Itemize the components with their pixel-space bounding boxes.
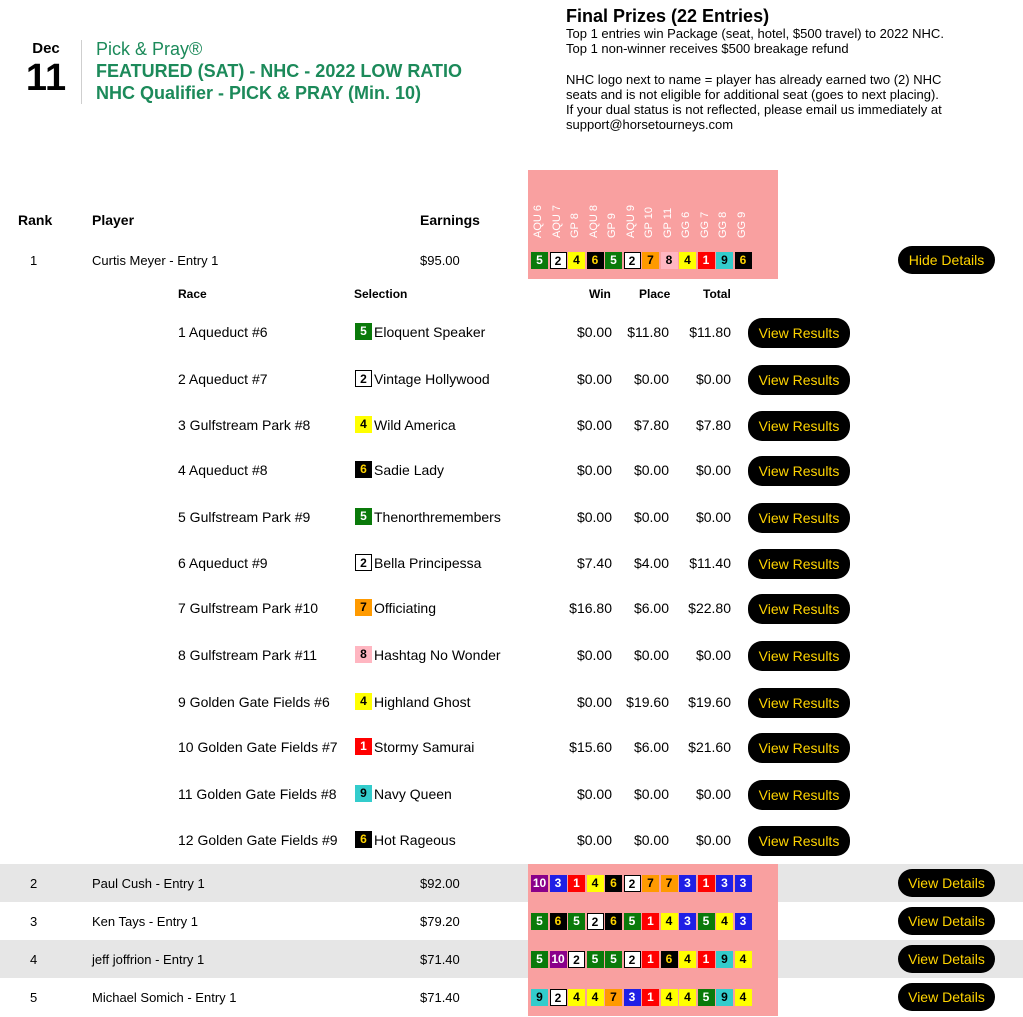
saddlecloth-number: 4	[355, 416, 372, 433]
earnings-value: $79.20	[420, 914, 460, 929]
race-label-text: AQU 8	[587, 204, 600, 238]
total-amount: $0.00	[695, 509, 731, 525]
place-amount: $0.00	[633, 509, 669, 525]
view-details-button[interactable]: View Details	[898, 907, 995, 935]
pick-chip: 1	[698, 951, 715, 968]
detail-selection	[355, 461, 444, 478]
detail-selection	[355, 370, 490, 387]
place-amount: $4.00	[633, 555, 669, 571]
pick-chip: 10	[532, 875, 547, 890]
view-details-button[interactable]: View Details	[898, 983, 995, 1011]
view-results-button[interactable]: View Results	[748, 318, 850, 348]
race-label-text: GP 8	[569, 213, 581, 238]
detail-selection	[355, 554, 481, 571]
race-column-label	[531, 174, 550, 242]
saddlecloth-number: 5	[355, 508, 372, 525]
race-column-label	[568, 174, 587, 242]
detail-row	[0, 780, 1023, 810]
pick-chip: 4	[568, 252, 585, 269]
pick-chip: 4	[587, 989, 604, 1006]
rank-value: 1	[30, 253, 38, 268]
horse-name: Sadie Lady	[374, 461, 445, 478]
total-amount: $0.00	[695, 832, 731, 848]
pick-chip: 4	[661, 989, 678, 1006]
detail-race: 8 Gulfstream Park #11	[178, 647, 318, 663]
detail-row	[0, 456, 1023, 486]
horse-name: Stormy Samurai	[374, 738, 475, 755]
detail-row	[0, 365, 1023, 395]
pick-chip: 2	[624, 252, 641, 269]
place-amount: $19.60	[626, 694, 669, 710]
detail-selection	[355, 738, 474, 755]
view-results-button[interactable]: View Results	[748, 688, 850, 718]
detail-selection	[355, 416, 456, 433]
pick-chip: 3	[550, 875, 567, 892]
race-label-text: GG 8	[717, 211, 729, 238]
horse-name: Hot Rageous	[374, 831, 456, 848]
race-label-text: AQU 9	[624, 204, 637, 238]
leaderboard-row	[0, 978, 1023, 1016]
win-amount: $7.40	[576, 555, 612, 571]
pick-chip: 10	[551, 951, 565, 966]
pick-chip: 6	[661, 951, 678, 968]
pick-chip: 6	[735, 252, 752, 269]
player-name[interactable]: Michael Somich - Entry 1	[92, 990, 237, 1005]
detail-race: 1 Aqueduct #6	[178, 324, 268, 340]
earnings-value: $95.00	[420, 253, 460, 268]
pick-chip: 2	[568, 951, 585, 968]
pick-chip: 9	[716, 951, 733, 968]
detail-win-header: Win	[589, 287, 611, 301]
race-label-text: AQU 6	[532, 204, 544, 238]
pick-chip: 4	[735, 989, 752, 1006]
pick-chip: 1	[642, 913, 659, 930]
detail-selection	[355, 646, 501, 663]
race-label-text: GP 11	[661, 207, 674, 238]
win-amount: $0.00	[576, 371, 612, 387]
pick-chip: 5	[624, 913, 641, 930]
leaderboard-row	[0, 902, 1023, 940]
detail-race: 5 Gulfstream Park #9	[178, 509, 311, 525]
race-column-label	[550, 174, 569, 242]
detail-race: 2 Aqueduct #7	[178, 371, 268, 387]
prizes-title: Final Prizes (22 Entries)	[566, 6, 770, 26]
detail-row	[0, 503, 1023, 533]
detail-row	[0, 318, 1023, 348]
pick-chip: 3	[679, 875, 696, 892]
event-month: Dec	[32, 40, 60, 57]
place-amount: $6.00	[633, 600, 669, 616]
total-amount: $21.60	[688, 739, 731, 755]
win-amount: $0.00	[576, 647, 612, 663]
pick-chip: 2	[624, 875, 641, 892]
picks-strip	[528, 864, 778, 902]
race-label-text: GG 7	[698, 211, 711, 238]
rank-value: 5	[30, 990, 38, 1005]
pick-chip: 3	[735, 913, 752, 930]
pick-chip: 1	[698, 875, 715, 892]
pick-chip: 2	[550, 252, 567, 269]
detail-race: 4 Aqueduct #8	[178, 462, 268, 478]
win-amount: $0.00	[576, 324, 612, 340]
horse-name: Hashtag No Wonder	[374, 646, 501, 663]
view-results-button[interactable]: View Results	[748, 365, 850, 395]
race-column-label	[661, 174, 680, 242]
pick-chip: 4	[587, 875, 604, 892]
saddlecloth-number: 7	[355, 599, 372, 616]
horse-name: Officiating	[374, 599, 436, 616]
player-header: Player	[92, 212, 135, 228]
earnings-value: $71.40	[420, 990, 460, 1005]
detail-race: 9 Golden Gate Fields #6	[178, 694, 330, 710]
player-name[interactable]: Curtis Meyer - Entry 1	[92, 253, 219, 268]
total-amount: $7.80	[695, 417, 731, 433]
horse-name: Wild America	[374, 416, 456, 433]
saddlecloth-number: 2	[355, 370, 372, 387]
horse-name: Navy Queen	[374, 785, 452, 802]
race-column-label	[698, 174, 717, 242]
place-amount: $0.00	[633, 371, 669, 387]
earnings-header: Earnings	[420, 212, 480, 228]
detail-race: 6 Aqueduct #9	[178, 555, 268, 571]
place-amount: $0.00	[633, 786, 669, 802]
pick-chip: 4	[661, 913, 678, 930]
place-amount: $0.00	[633, 832, 669, 848]
detail-row	[0, 688, 1023, 718]
pick-chip: 9	[716, 989, 733, 1006]
pick-chip: 5	[605, 252, 622, 269]
detail-selection	[355, 831, 456, 848]
pick-chip: 6	[605, 913, 622, 930]
detail-row	[0, 594, 1023, 624]
race-columns-header	[528, 170, 778, 242]
saddlecloth-number: 6	[355, 461, 372, 478]
detail-selection	[355, 693, 471, 710]
detail-total-header: Total	[703, 287, 731, 301]
title-line-1: FEATURED (SAT) - NHC - 2022 LOW RATIO	[96, 61, 462, 81]
place-amount: $7.80	[633, 417, 669, 433]
header-divider	[81, 40, 82, 104]
total-amount: $0.00	[695, 786, 731, 802]
view-results-button[interactable]: View Results	[748, 594, 850, 624]
player-name[interactable]: Ken Tays - Entry 1	[92, 914, 198, 929]
win-amount: $0.00	[576, 832, 612, 848]
saddlecloth-number: 4	[355, 693, 372, 710]
player-name[interactable]: jeff joffrion - Entry 1	[92, 952, 205, 967]
pick-chip: 5	[698, 989, 715, 1006]
detail-row	[0, 641, 1023, 671]
view-results-button[interactable]: View Results	[748, 780, 850, 810]
detail-row	[0, 411, 1023, 441]
pick-chip: 4	[716, 913, 733, 930]
prizes-line: Top 1 non-winner receives $500 breakage refund	[566, 41, 849, 56]
pick-chip: 4	[568, 989, 585, 1006]
pick-chip: 4	[679, 252, 696, 269]
detail-row	[0, 733, 1023, 763]
win-amount: $16.80	[569, 600, 612, 616]
total-amount: $19.60	[688, 694, 731, 710]
pick-chip: 3	[679, 913, 696, 930]
leaderboard-row	[0, 864, 1023, 902]
pick-chip: 1	[642, 951, 659, 968]
race-column-label	[587, 174, 606, 242]
pick-chip: 4	[679, 989, 696, 1006]
support-email: support@horsetourneys.com	[566, 117, 734, 132]
horse-name: Vintage Hollywood	[374, 370, 490, 387]
race-column-label	[716, 174, 735, 242]
view-results-button[interactable]: View Results	[748, 456, 850, 486]
leaderboard-row	[0, 940, 1023, 978]
pick-chip: 5	[531, 951, 548, 968]
pick-chip: 2	[624, 951, 641, 968]
detail-race-header: Race	[178, 287, 207, 301]
race-column-label	[679, 174, 698, 242]
pick-chip: 6	[587, 252, 604, 269]
race-label-text: GP 9	[606, 213, 618, 238]
pick-chip: 5	[568, 913, 585, 930]
pick-chip: 5	[605, 951, 622, 968]
pick-chip: 7	[642, 875, 659, 892]
prizes-line: NHC logo next to name = player has already earned two (2) NHC	[566, 72, 942, 87]
detail-selection	[355, 323, 485, 340]
total-amount: $11.40	[689, 555, 731, 571]
win-amount: $0.00	[576, 509, 612, 525]
rank-header: Rank	[18, 212, 53, 228]
win-amount: $0.00	[576, 786, 612, 802]
detail-place-header: Place	[639, 287, 671, 301]
detail-row	[0, 549, 1023, 579]
detail-race: 3 Gulfstream Park #8	[178, 417, 311, 433]
prizes-line: Top 1 entries win Package (seat, hotel, $500 travel) to 2022 NHC.	[566, 26, 944, 41]
race-column-label	[605, 174, 624, 242]
saddlecloth-number: 1	[355, 738, 372, 755]
total-amount: $0.00	[695, 462, 731, 478]
pick-chip: 8	[661, 252, 678, 269]
race-label-text: GP 10	[643, 207, 655, 238]
pick-chip: 5	[531, 252, 548, 269]
race-label-text: AQU 7	[550, 204, 563, 238]
view-results-button[interactable]: View Results	[748, 503, 850, 533]
picks-strip	[528, 241, 778, 279]
pick-chip: 6	[605, 875, 622, 892]
detail-selection-header: Selection	[354, 287, 408, 301]
detail-selection	[355, 508, 501, 525]
horse-name: Highland Ghost	[374, 693, 471, 710]
win-amount: $0.00	[576, 694, 612, 710]
saddlecloth-number: 8	[355, 646, 372, 663]
pick-chip: 4	[679, 951, 696, 968]
detail-race: 12 Golden Gate Fields #9	[178, 832, 338, 848]
pick-chip: 1	[698, 252, 715, 269]
pick-chip: 7	[661, 875, 678, 892]
saddlecloth-number: 5	[355, 323, 372, 340]
pick-chip: 9	[531, 989, 548, 1006]
pick-chip: 7	[605, 989, 622, 1006]
prizes-line: seats and is not eligible for additional seat (goes to next placing).	[566, 87, 939, 102]
detail-race: 11 Golden Gate Fields #8	[178, 786, 337, 802]
pick-chip: 3	[624, 989, 641, 1006]
saddlecloth-number: 9	[355, 785, 372, 802]
view-results-button[interactable]: View Results	[748, 549, 850, 579]
saddlecloth-number: 6	[355, 831, 372, 848]
view-results-button[interactable]: View Results	[748, 641, 850, 671]
view-results-button[interactable]: View Results	[748, 411, 850, 441]
pick-chip: 5	[698, 913, 715, 930]
horse-name: Bella Principessa	[374, 554, 482, 571]
race-label-text: GG 9	[735, 211, 748, 238]
pick-chip: 2	[587, 913, 604, 930]
pick-chip: 3	[735, 875, 752, 892]
rank-value: 2	[30, 876, 38, 891]
pick-chip: 6	[550, 913, 567, 930]
pick-chip: 4	[735, 951, 752, 968]
earnings-value: $92.00	[420, 876, 460, 891]
rank-value: 3	[30, 914, 38, 929]
race-column-label	[735, 174, 754, 242]
pick-chip: 1	[568, 875, 585, 892]
place-amount: $0.00	[633, 462, 669, 478]
detail-selection	[355, 599, 436, 616]
win-amount: $0.00	[576, 417, 612, 433]
rank-value: 4	[30, 952, 38, 967]
hide-details-button[interactable]: Hide Details	[898, 246, 995, 274]
brand-name: Pick & Pray®	[96, 39, 203, 59]
leaderboard-row	[0, 241, 1023, 279]
view-details-button[interactable]: View Details	[898, 869, 995, 897]
race-label-text: GG 6	[680, 211, 692, 238]
event-title	[96, 38, 462, 104]
total-amount: $0.00	[695, 647, 731, 663]
detail-race: 10 Golden Gate Fields #7	[178, 739, 338, 755]
player-name[interactable]: Paul Cush - Entry 1	[92, 876, 205, 891]
win-amount: $0.00	[576, 462, 612, 478]
event-date	[22, 40, 70, 98]
detail-selection	[355, 785, 452, 802]
total-amount: $22.80	[688, 600, 731, 616]
earnings-value: $71.40	[420, 952, 460, 967]
pick-chip: 2	[550, 989, 567, 1006]
view-results-button[interactable]: View Results	[748, 826, 850, 856]
horse-name: Eloquent Speaker	[374, 323, 486, 340]
win-amount: $15.60	[569, 739, 612, 755]
picks-strip	[528, 940, 778, 978]
pick-chip: 7	[642, 252, 659, 269]
place-amount: $6.00	[633, 739, 669, 755]
detail-row	[0, 826, 1023, 856]
picks-strip	[528, 978, 778, 1016]
place-amount: $0.00	[633, 647, 669, 663]
total-amount: $0.00	[695, 371, 731, 387]
race-column-label	[642, 174, 661, 242]
view-results-button[interactable]: View Results	[748, 733, 850, 763]
pick-chip: 5	[587, 951, 604, 968]
place-amount: $11.80	[627, 324, 669, 340]
pick-chip: 3	[716, 875, 733, 892]
total-amount: $11.80	[689, 324, 731, 340]
title-line-2: NHC Qualifier - PICK & PRAY (Min. 10)	[96, 83, 422, 103]
prizes-panel	[566, 6, 1016, 132]
pick-chip: 1	[642, 989, 659, 1006]
race-column-label	[624, 174, 643, 242]
detail-race: 7 Gulfstream Park #10	[178, 600, 319, 616]
horse-name: Thenorthremembers	[374, 508, 501, 525]
pick-chip: 9	[716, 252, 733, 269]
event-day: 11	[25, 57, 67, 99]
prizes-line: If your dual status is not reflected, please email us immediately at	[566, 102, 942, 117]
view-details-button[interactable]: View Details	[898, 945, 995, 973]
pick-chip: 5	[531, 913, 548, 930]
picks-strip	[528, 902, 778, 940]
saddlecloth-number: 2	[355, 554, 372, 571]
